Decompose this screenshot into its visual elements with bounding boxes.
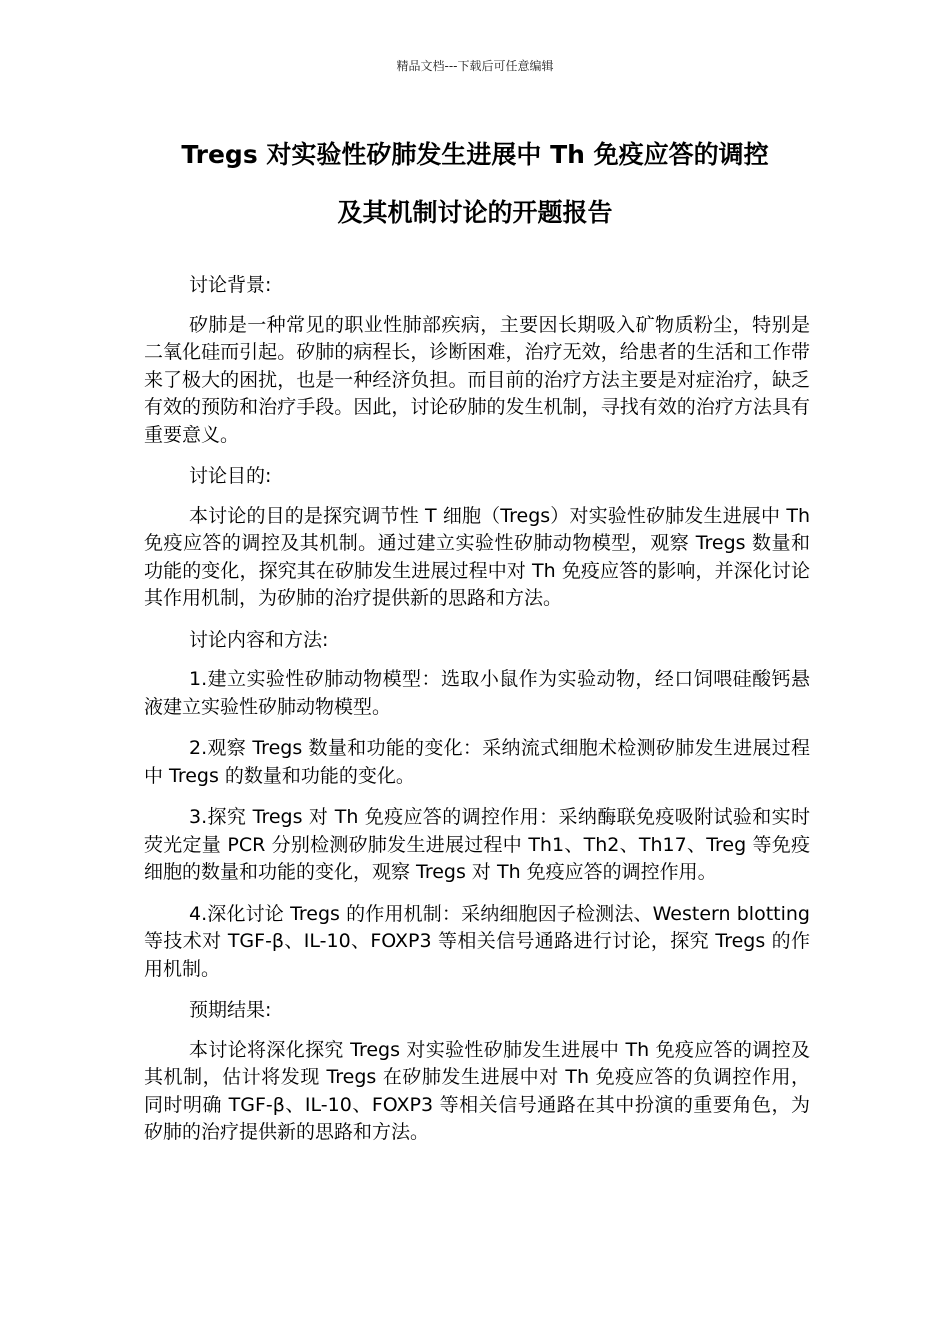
background-heading: 讨论背景:	[189, 274, 272, 296]
purpose-paragraph: 本讨论的目的是探究调节性 T 细胞（Tregs）对实验性矽肺发生进展中 Th 免疫应答的调控及其机制。通过建立实验性矽肺动物模型，观察 Tregs 数量和功能的变化，探究其在矽肺发生进展过程中对 Th 免疫应答的影响，并深化讨论其作用机制，为矽肺的治疗提供新的思路和方法。	[144, 504, 810, 609]
document-title-line-2: 及其机制讨论的开题报告	[337, 198, 613, 227]
document-body	[144, 272, 810, 1161]
header-note: 精品文档---下载后可任意编辑	[396, 59, 554, 73]
method-item-2: 2.观察 Tregs 数量和功能的变化：采纳流式细胞术检测矽肺发生进展过程中 Tregs 的数量和功能的变化。	[144, 737, 810, 787]
methods-heading: 讨论内容和方法:	[189, 628, 329, 651]
background-paragraph: 矽肺是一种常见的职业性肺部疾病，主要因长期吸入矿物质粉尘，特别是二氧化硅而引起。矽肺的病程长，诊断困难，治疗无效，给患者的生活和工作带来了极大的困扰，也是一种经济负担。而目前的治疗方法主要是对症治疗，缺乏有效的预防和治疗手段。因此，讨论矽肺的发生机制，寻找有效的治疗方法具有重要意义。	[144, 313, 810, 446]
expected-paragraph: 本讨论将深化探究 Tregs 对实验性矽肺发生进展中 Th 免疫应答的调控及其机制，估计将发现 Tregs 在矽肺发生进展中对 Th 免疫应答的负调控作用，同时明确 TGF-β、IL-10、FOXP3 等相关信号通路在其中扮演的重要角色，为矽肺的治疗提供新的思路和方法。	[144, 1038, 810, 1143]
purpose-heading: 讨论目的:	[189, 465, 272, 487]
method-item-4: 4.深化讨论 Tregs 的作用机制：采纳细胞因子检测法、Western blotting 等技术对 TGF-β、IL-10、FOXP3 等相关信号通路进行讨论，探究 Tregs 的作用机制。	[144, 902, 810, 980]
expected-heading: 预期结果:	[189, 999, 272, 1021]
method-item-3: 3.探究 Tregs 对 Th 免疫应答的调控作用：采纳酶联免疫吸附试验和实时荧光定量 PCR 分别检测矽肺发生进展过程中 Th1、Th2、Th17、Treg 等免疫细胞的数量和功能的变化，观察 Tregs 对 Th 免疫应答的调控作用。	[144, 806, 810, 883]
document-title-line-1: Tregs 对实验性矽肺发生进展中 Th 免疫应答的调控	[181, 140, 769, 169]
method-item-1: 1.建立实验性矽肺动物模型：选取小鼠作为实验动物，经口饲喂硅酸钙悬液建立实验性矽肺动物模型。	[144, 668, 810, 718]
